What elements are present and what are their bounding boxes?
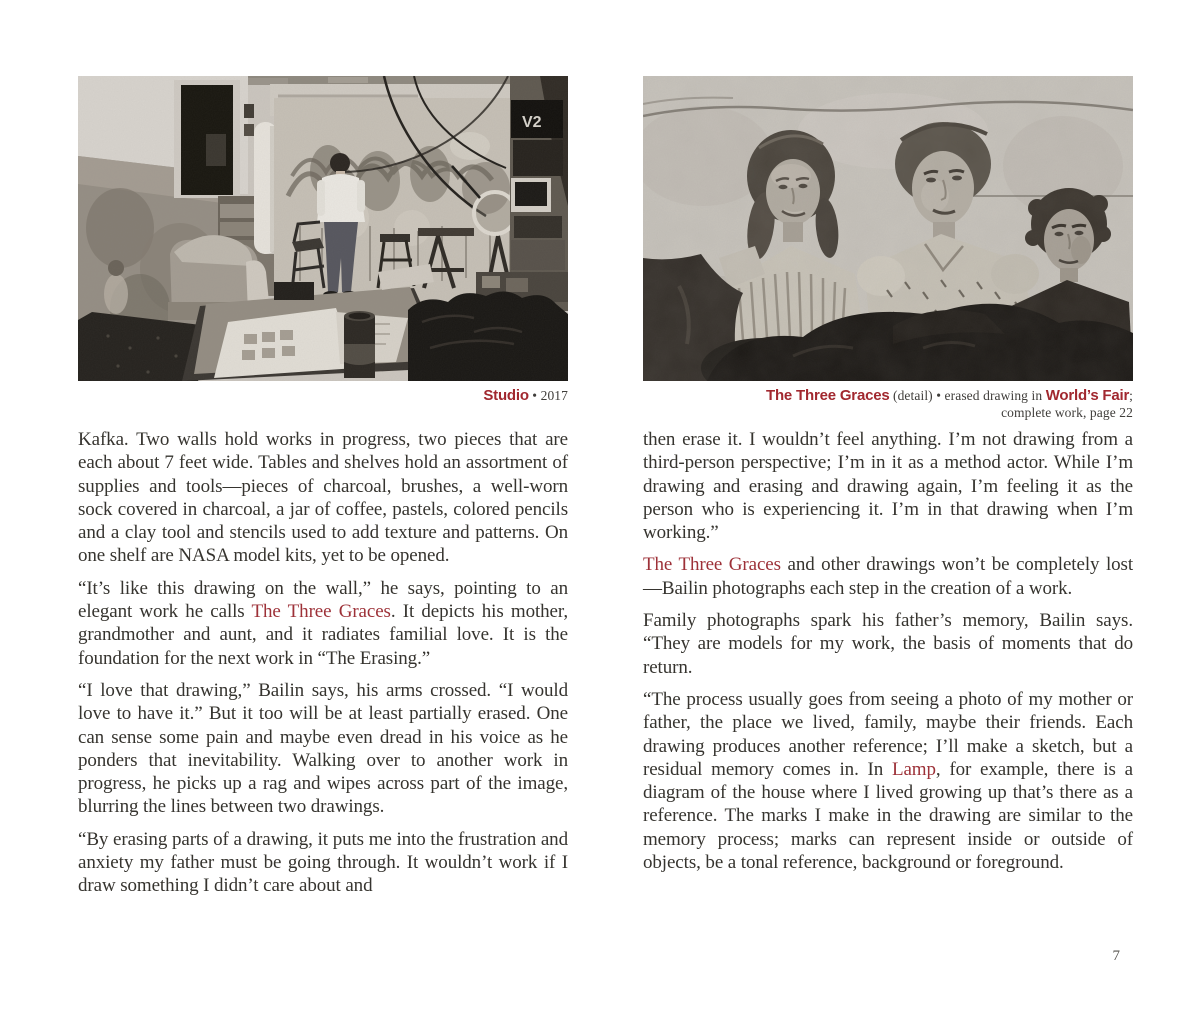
body-paragraph — [78, 679, 568, 819]
three-graces-illustration — [643, 76, 1133, 381]
body-paragraph — [643, 428, 1133, 544]
right-column-text — [643, 428, 1133, 874]
three-graces-caption-line1 — [643, 388, 1133, 405]
body-paragraph — [643, 553, 1133, 600]
body-paragraph — [78, 428, 568, 568]
three-graces-caption — [643, 388, 1133, 422]
three-graces-caption-line2: complete work, page 22 — [1001, 404, 1133, 420]
text-run: , for example, there is a diagram of the house where I lived growing up that’s there as a reference. The marks I make in the drawing are similar to the memory process; marks can represent inside or outside of objects, be a tonal reference, background or foreground. — [643, 758, 1133, 874]
artwork-title: The Three Graces — [643, 554, 781, 576]
svg-text:V2: V2 — [522, 114, 542, 131]
text-run: ; — [1129, 388, 1133, 403]
three-graces-figure — [643, 76, 1133, 422]
text-run: “By erasing parts of a drawing, it puts me into the frustration and anxiety my father must be going through. It wouldn’t work if I draw something I didn’t care about and — [78, 828, 568, 897]
studio-caption — [78, 388, 568, 422]
text-run: Kafka. Two walls hold works in progress, two pieces that are each about 7 feet wide. Tables and shelves hold an assortment of supplies and tools—pieces of charcoal, brushes, a well-worn sock covered in charcoal, a jar of coffee, pastels, colored pencils and a clay tool and stencils used to add texture and patterns. On one shelf are NASA model kits, yet to be opened. — [78, 429, 568, 567]
text-run: Family photographs spark his father’s memory, Bailin says. “They are models for my work, the basis of moments that do return. — [643, 610, 1133, 678]
text-run: “It’s like this drawing on the wall,” he says, pointing to an elegant work he calls — [78, 577, 568, 623]
artwork-title: Lamp — [891, 758, 936, 780]
text-run: then erase it. I wouldn’t feel anything. I’m not drawing from a third-person perspective; I’m in it as a method actor. While I’m drawing and erasing and drawing again, I’m feeling it as the person who is experiencing it. I’m in that drawing when I’m working.” — [643, 429, 1133, 544]
body-paragraph — [78, 828, 568, 898]
studio-photo — [78, 76, 568, 381]
text-run: “I love that drawing,” Bailin says, his arms crossed. “I would love to have it.” But it too will be at least partially erased. One can sense some pain and maybe even dread in his voice as he ponders that inevitability. Walking over to another work in progress, he picks up a rag and wipes across part of the image, blurring the lines between two drawings. — [78, 679, 568, 818]
text-run: and other drawings won’t be completely lost—Bailin photographs each step in the creation of a work. — [643, 554, 1133, 599]
left-column — [78, 76, 568, 907]
artwork-title: The Three Graces — [251, 601, 391, 623]
text-run: “The process usually goes from seeing a photo of my mother or father, the place we lived, family, maybe their friends. Each drawing produces another reference; I’ll make a sketch, but a residual memory comes in. In — [643, 688, 1133, 780]
studio-photo-illustration — [78, 76, 568, 381]
artwork-title: World’s Fair — [1045, 387, 1130, 404]
body-paragraph — [78, 577, 568, 670]
artwork-title: The Three Graces — [765, 387, 890, 404]
text-run: (detail) • erased drawing in — [889, 388, 1046, 403]
artwork-title: Studio — [483, 387, 529, 404]
left-column-text — [78, 428, 568, 898]
page-number: 7 — [1112, 948, 1120, 964]
text-run: • 2017 — [528, 388, 568, 403]
body-paragraph — [643, 609, 1133, 679]
right-column — [643, 76, 1133, 883]
text-run: . It depicts his mother, grandmother and aunt, and it radiates familial love. It is the foundation for the next work in “The Erasing.” — [78, 601, 569, 669]
three-graces-drawing — [643, 76, 1133, 381]
body-paragraph — [643, 688, 1133, 874]
studio-figure — [78, 76, 568, 422]
studio-caption-line — [78, 388, 568, 405]
